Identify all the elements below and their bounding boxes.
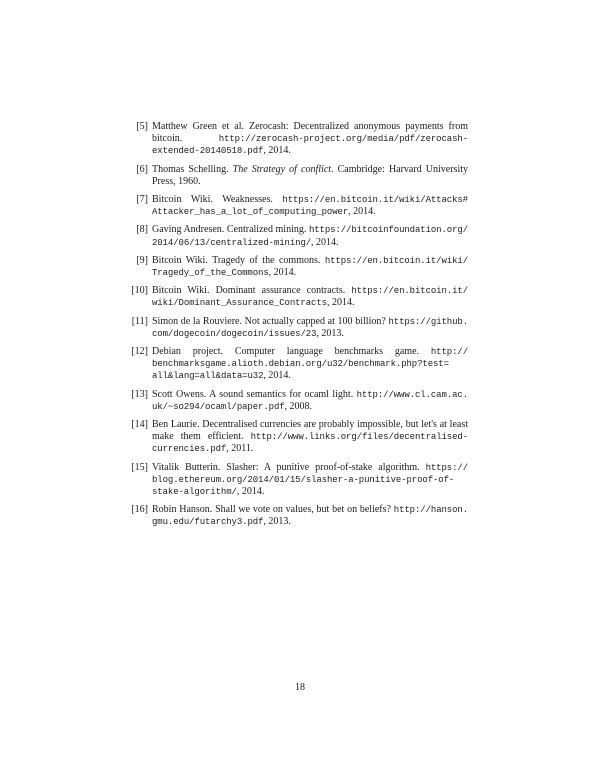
reference-url: https://bitcoinfoundation.org/2014/06/13/centralized-mining/ xyxy=(152,225,468,248)
reference-item xyxy=(130,316,468,340)
reference-url: http://hanson.gmu.edu/futarchy3.pdf xyxy=(152,505,468,528)
reference-number: [7] xyxy=(136,194,148,206)
reference-text: Thomas Schelling. xyxy=(152,163,233,175)
reference-number: [5] xyxy=(136,121,148,132)
reference-text: , 2014. xyxy=(263,370,291,382)
reference-item xyxy=(130,194,468,218)
reference-item xyxy=(130,419,468,456)
reference-item xyxy=(130,285,468,309)
reference-text: Scott Owens. A sound semantics for ocaml light. xyxy=(152,388,357,400)
reference-text: , 2008. xyxy=(284,400,313,412)
reference-url: https://en.bitcoin.it/wiki/Dominant_Assurance_Contracts xyxy=(152,286,468,309)
reference-text: , 2014. xyxy=(311,236,339,248)
reference-text: Debian project. Computer language benchmarks game. xyxy=(152,346,431,358)
reference-url: https://en.bitcoin.it/wiki/Attacks#Attacker_has_a_lot_of_computing_power xyxy=(152,195,468,218)
reference-number: [15] xyxy=(131,461,148,473)
page-number: 18 xyxy=(295,682,305,693)
reference-item xyxy=(130,224,468,248)
reference-number: [11] xyxy=(131,315,148,327)
reference-url: https://en.bitcoin.it/wiki/Tragedy_of_the_Commons xyxy=(152,255,468,279)
reference-item xyxy=(130,462,468,499)
reference-item xyxy=(130,504,468,528)
reference-number: [13] xyxy=(131,388,148,400)
reference-item xyxy=(130,121,468,158)
reference-text: The Strategy of conflict xyxy=(232,163,332,175)
reference-text: . Cambridge: Harvard University Press, 1960. xyxy=(152,163,469,187)
reference-number: [16] xyxy=(131,504,148,516)
reference-item xyxy=(130,346,468,383)
reference-text: Bitcoin Wiki. Tragedy of the commons. xyxy=(152,254,325,266)
reference-text: Ben Laurie. Decentralised currencies are probably impossible, but let's at least make them efficient. xyxy=(152,419,468,443)
reference-text: , 2014. xyxy=(236,486,265,498)
reference-item xyxy=(130,389,468,413)
reference-text: , 2014. xyxy=(326,297,355,309)
reference-text: , 2014. xyxy=(268,267,297,279)
reference-text: Bitcoin Wiki. Dominant assurance contracts. xyxy=(152,285,352,297)
reference-item xyxy=(130,164,468,188)
reference-number: [8] xyxy=(136,224,148,236)
reference-url: http://www.links.org/files/decentralised-currencies.pdf xyxy=(152,432,468,455)
reference-number: [14] xyxy=(131,419,148,431)
reference-number: [6] xyxy=(136,163,148,175)
reference-url: https://blog.ethereum.org/2014/01/15/slasher-a-punitive-proof-of-stake-algorithm/ xyxy=(152,462,468,498)
reference-text: , 2011. xyxy=(226,443,254,455)
reference-text: Vitalik Butterin. Slasher: A punitive proof-of-stake algorithm. xyxy=(152,461,426,473)
reference-number: [12] xyxy=(131,346,148,358)
reference-text: Bitcoin Wiki. Weaknesses. xyxy=(152,194,283,206)
reference-list xyxy=(130,121,468,535)
reference-url: https://github.com/dogecoin/dogecoin/issues/23 xyxy=(152,316,468,339)
reference-item xyxy=(130,255,468,279)
reference-text: Matthew Green et al. Zerocash: Decentralized anonymous payments from bitcoin. xyxy=(152,121,468,145)
reference-text: Robin Hanson. Shall we vote on values, but bet on beliefs? xyxy=(152,504,394,516)
reference-text: , 2014. xyxy=(348,206,376,218)
reference-url: http://www.cl.cam.ac.uk/~so294/ocaml/paper.pdf xyxy=(152,389,468,412)
reference-text: , 2013. xyxy=(316,327,344,339)
reference-text: Simon de la Rouviere. Not actually capped at 100 billion? xyxy=(152,315,389,327)
reference-number: [9] xyxy=(136,254,148,266)
reference-number: [10] xyxy=(131,285,148,297)
reference-url: http://zerocash-project.org/media/pdf/zerocash-extended-20140518.pdf xyxy=(152,134,468,157)
reference-url: http://benchmarksgame.alioth.debian.org/u32/benchmark.php?test=all&lang=all&data=u32 xyxy=(152,347,468,382)
reference-text: Gaving Andresen. Centralized mining. xyxy=(152,224,309,236)
reference-text: , 2014. xyxy=(263,145,291,157)
reference-text: , 2013. xyxy=(263,516,291,528)
